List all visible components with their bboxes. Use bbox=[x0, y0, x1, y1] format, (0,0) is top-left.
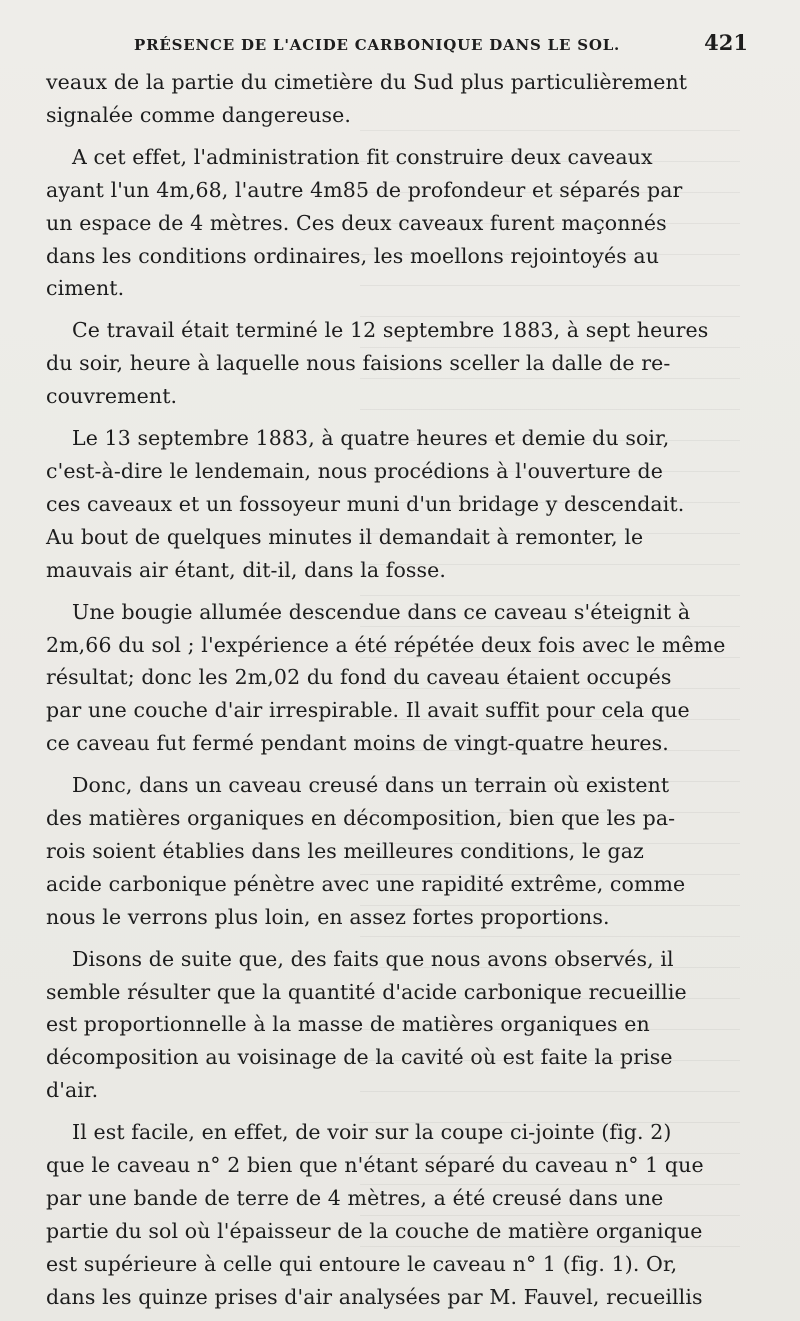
page-number: 421 bbox=[704, 30, 748, 55]
paragraph: Disons de suite que, des faits que nous avons observés, il semble résulter que la quantité d'acide carbonique recueillie est proportionnelle à la masse de matières organiques en décomposition au voisinage de la cavité où est faite la prise d'air. bbox=[46, 946, 687, 1103]
body-text bbox=[46, 66, 754, 1314]
paragraph: A cet effet, l'administration fit construire deux caveaux ayant l'un 4m,68, l'autre 4m85 de profondeur et séparés par un espace de 4 mètres. Ces deux caveaux furent maçonnés dans les conditions ordinaires, les moellons rejointoyés au ciment. bbox=[46, 144, 683, 301]
running-head bbox=[46, 30, 754, 66]
paragraph: Ce travail était terminé le 12 septembre 1883, à sept heures du soir, heure à laquelle nous faisions sceller la dalle de re- couvrement. bbox=[46, 318, 709, 409]
paragraph: Une bougie allumée descendue dans ce caveau s'éteignit à 2m,66 du sol ; l'expérience a été répétée deux fois avec le même résultat; donc les 2m,02 du fond du caveau étaient occupés par une couche d'air irrespirable. Il avait suffit pour cela que ce caveau fut fermé pendant moins de vingt-quatre heures. bbox=[46, 599, 726, 756]
paragraph: Le 13 septembre 1883, à quatre heures et demie du soir, c'est-à-dire le lendemain, nous procédions à l'ouverture de ces caveaux et un fossoyeur muni d'un bridage y descendait. Au bout de quelques minutes il demandait à remonter, le mauvais air étant, dit-il, dans la fosse. bbox=[46, 426, 685, 582]
paragraph: Il est facile, en effet, de voir sur la coupe ci-jointe (fig. 2) que le caveau n° 2 bien que n'étant séparé du caveau n° 1 que par une bande de terre de 4 mètres, a été creusé dans une partie du sol où l'épaisseur de la couche de matière organique est supérieure à celle qui entoure le caveau n° 1 (fig. 1). Or, dans les quinze prises d'air analysées par M. Fauvel, recueillis bbox=[46, 1120, 704, 1309]
paragraph-continued: veaux de la partie du cimetière du Sud plus particulièrement signalée comme dangereuse. bbox=[46, 70, 688, 127]
paragraph: Donc, dans un caveau creusé dans un terrain où existent des matières organiques en décomposition, bien que les pa- rois soient établies dans les meilleures conditions, le gaz acide carbonique pénètre avec une rapidité extrême, comme nous le verrons plus loin, en assez fortes proportions. bbox=[46, 773, 686, 929]
running-title: PRÉSENCE DE L'ACIDE CARBONIQUE DANS LE SOL. bbox=[134, 36, 621, 54]
